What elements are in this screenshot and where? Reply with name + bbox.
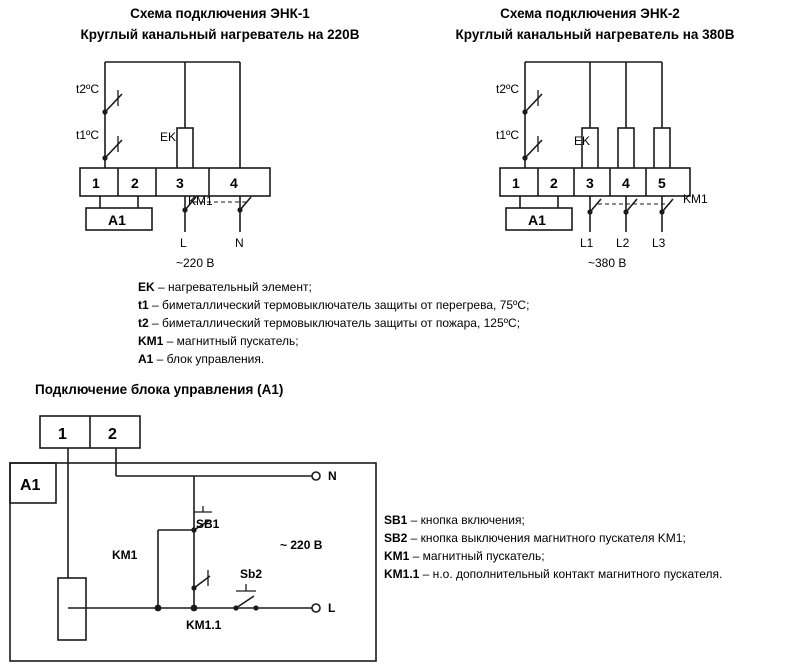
legend-key: EK bbox=[138, 280, 155, 294]
diagram1-phase-l-label: L bbox=[180, 236, 187, 250]
sb1-label: SB1 bbox=[196, 517, 220, 531]
sb2-label: Sb2 bbox=[240, 567, 263, 581]
svg-text:1: 1 bbox=[512, 175, 520, 191]
svg-text:2: 2 bbox=[550, 175, 558, 191]
legend-text: – блок управления. bbox=[153, 352, 265, 366]
diagram2-supply-label: ~380 В bbox=[588, 256, 627, 270]
legend-item bbox=[384, 513, 722, 527]
svg-text:4: 4 bbox=[622, 175, 630, 191]
svg-text:1: 1 bbox=[92, 175, 100, 191]
legend-key: t2 bbox=[138, 316, 149, 330]
legend-key: KM1 bbox=[138, 334, 164, 348]
legend-item bbox=[384, 531, 722, 545]
diagram2-title-line2: Круглый канальный нагреватель на 380В bbox=[455, 27, 735, 42]
neutral-label: N bbox=[328, 469, 337, 483]
km1-coil-label: KM1 bbox=[112, 548, 138, 562]
legend-item bbox=[138, 280, 529, 294]
line-label: L bbox=[328, 601, 336, 615]
legend-text: – кнопка включения; bbox=[407, 513, 525, 527]
diagram2-thermo-t2-label: t2ºC bbox=[496, 82, 520, 96]
diagram1-thermo-t1-label: t1ºC bbox=[76, 128, 100, 142]
diagram1-thermo-t2-label: t2ºC bbox=[76, 82, 100, 96]
legend-item bbox=[384, 549, 722, 563]
svg-text:5: 5 bbox=[658, 175, 666, 191]
diagram2-starter-label: KM1 bbox=[683, 192, 708, 206]
legend-text: – нагревательный элемент; bbox=[154, 280, 312, 294]
diagram2-thermo-t1-label: t1ºC bbox=[496, 128, 520, 142]
svg-text:4: 4 bbox=[230, 175, 238, 191]
section2-title: Подключение блока управления (А1) bbox=[35, 382, 284, 397]
svg-text:A1: A1 bbox=[20, 477, 41, 494]
svg-text:A1: A1 bbox=[528, 212, 546, 228]
legend-text: – биметаллический термовыключатель защиты от пожара, 125ºС; bbox=[148, 316, 521, 330]
legend-key: SB2 bbox=[384, 531, 408, 545]
legend-key: SB1 bbox=[384, 513, 408, 527]
legend-bottom bbox=[384, 513, 722, 585]
legend-item bbox=[384, 567, 722, 581]
diagram1-phase-n-label: N bbox=[235, 236, 244, 250]
legend-text: – магнитный пускатель; bbox=[163, 334, 299, 348]
svg-text:1: 1 bbox=[58, 426, 67, 443]
legend-key: KM1.1 bbox=[384, 567, 420, 581]
svg-text:2: 2 bbox=[131, 175, 139, 191]
legend-item bbox=[138, 316, 529, 330]
diagram-enk1 bbox=[60, 50, 390, 270]
legend-text: – н.о. дополнительный контакт магнитного пускателя. bbox=[419, 567, 723, 581]
legend-item bbox=[138, 298, 529, 312]
diagram2-phase-l1-label: L1 bbox=[580, 236, 594, 250]
svg-text:3: 3 bbox=[176, 175, 184, 191]
svg-text:3: 3 bbox=[586, 175, 594, 191]
diagram1-starter-label: KM1 bbox=[188, 194, 213, 208]
legend-item bbox=[138, 334, 529, 348]
legend-key: A1 bbox=[138, 352, 154, 366]
legend-key: t1 bbox=[138, 298, 149, 312]
legend-text: – кнопка выключения магнитного пускателя KM1; bbox=[407, 531, 686, 545]
diagram2-phase-l2-label: L2 bbox=[616, 236, 630, 250]
legend-item bbox=[138, 352, 529, 366]
svg-text:A1: A1 bbox=[108, 212, 126, 228]
legend-text: – биметаллический термовыключатель защиты от перегрева, 75ºС; bbox=[148, 298, 530, 312]
diagram1-supply-label: ~220 В bbox=[176, 256, 215, 270]
svg-text:2: 2 bbox=[108, 426, 117, 443]
legend-key: KM1 bbox=[384, 549, 410, 563]
diagram2-heater-label: EK bbox=[574, 134, 591, 148]
diagram1-title-line2: Круглый канальный нагреватель на 220В bbox=[80, 27, 360, 42]
diagram2-phase-l3-label: L3 bbox=[652, 236, 666, 250]
legend-text: – магнитный пускатель; bbox=[409, 549, 545, 563]
km11-label: KM1.1 bbox=[186, 618, 222, 632]
diagram1-title-line1: Схема подключения ЭНК-1 bbox=[130, 6, 310, 21]
legend-top bbox=[138, 280, 529, 370]
diagram2-title-line1: Схема подключения ЭНК-2 bbox=[500, 6, 680, 21]
supply-220-label: ~ 220 В bbox=[280, 538, 323, 552]
diagram1-heater-label: EK bbox=[160, 130, 177, 144]
